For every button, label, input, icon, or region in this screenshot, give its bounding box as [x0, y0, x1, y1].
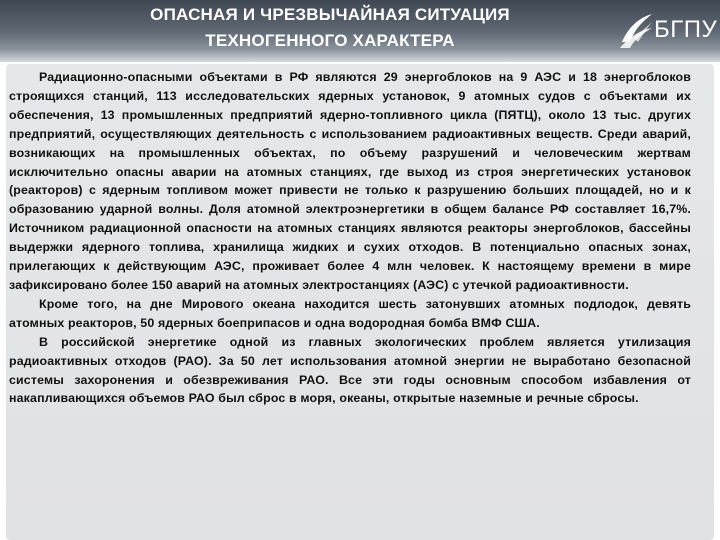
page-title	[70, 2, 590, 54]
logo-text: БГПУ	[654, 16, 718, 43]
title-line-1: ОПАСНАЯ И ЧРЕЗВЫЧАЙНАЯ СИТУАЦИЯ	[150, 5, 510, 24]
paragraph-2: Кроме того, на дне Мирового океана находится шесть затонувших атомных подлодок, девять атомных реакторов, 50 ядерных боеприпасов и одна водородная бомба ВМФ США.	[9, 296, 691, 330]
paragraph-1: Радиационно-опасными объектами в РФ являются 29 энергоблоков на 9 АЭС и 18 энергоблоков строящихся станций, 113 исследовательских ядерных установок, 9 атомных судов с объектами их обеспечения, 13 промышленных предприятий ядерно-топливного цикла (ПЯТЦ), около 13 тыс. других предприятий, осуществляющих деятельность с использованием радиоактивных веществ. Среди аварий, возникающих на промышленных объектах, по объему разрушений и человеческим жертвам исключительно опасны аварии на атомных станциях, где выход из строя энергетических установок (реакторов) с ядерным топливом может привести не только к разрушению больших площадей, но и к образованию ударной волны. Доля атомной электроэнергетики в общем балансе РФ составляет 16,7%. Источником радиационной опасности на атомных станциях являются реакторы энергоблоков, бассейны выдержки ядерного топлива, хранилища жидких и сухих отходов. В потенциально опасных зонах, прилегающих к действующим АЭС, проживает более 4 млн человек. К настоящему времени в мире зафиксировано более 150 аварий на атомных электростанциях (АЭС) с утечкой радиоактивности.	[9, 70, 691, 292]
header-bar	[0, 0, 720, 62]
title-line-2: ТЕХНОГЕННОГО ХАРАКТЕРА	[205, 31, 455, 50]
logo	[618, 8, 718, 52]
bird-wing-icon	[618, 8, 654, 52]
body-text	[6, 68, 691, 408]
content-panel	[6, 64, 714, 540]
paragraph-3: В российской энергетике одной из главных экологических проблем является утилизация радиоактивных отходов (РАО). За 50 лет использования атомной энергии не выработано безопасной системы захоронения и обезвреживания РАО. Все эти годы основным способом избавления от накапливающихся объемов РАО был сброс в моря, океаны, открытые наземные и речные сбросы.	[9, 334, 691, 406]
